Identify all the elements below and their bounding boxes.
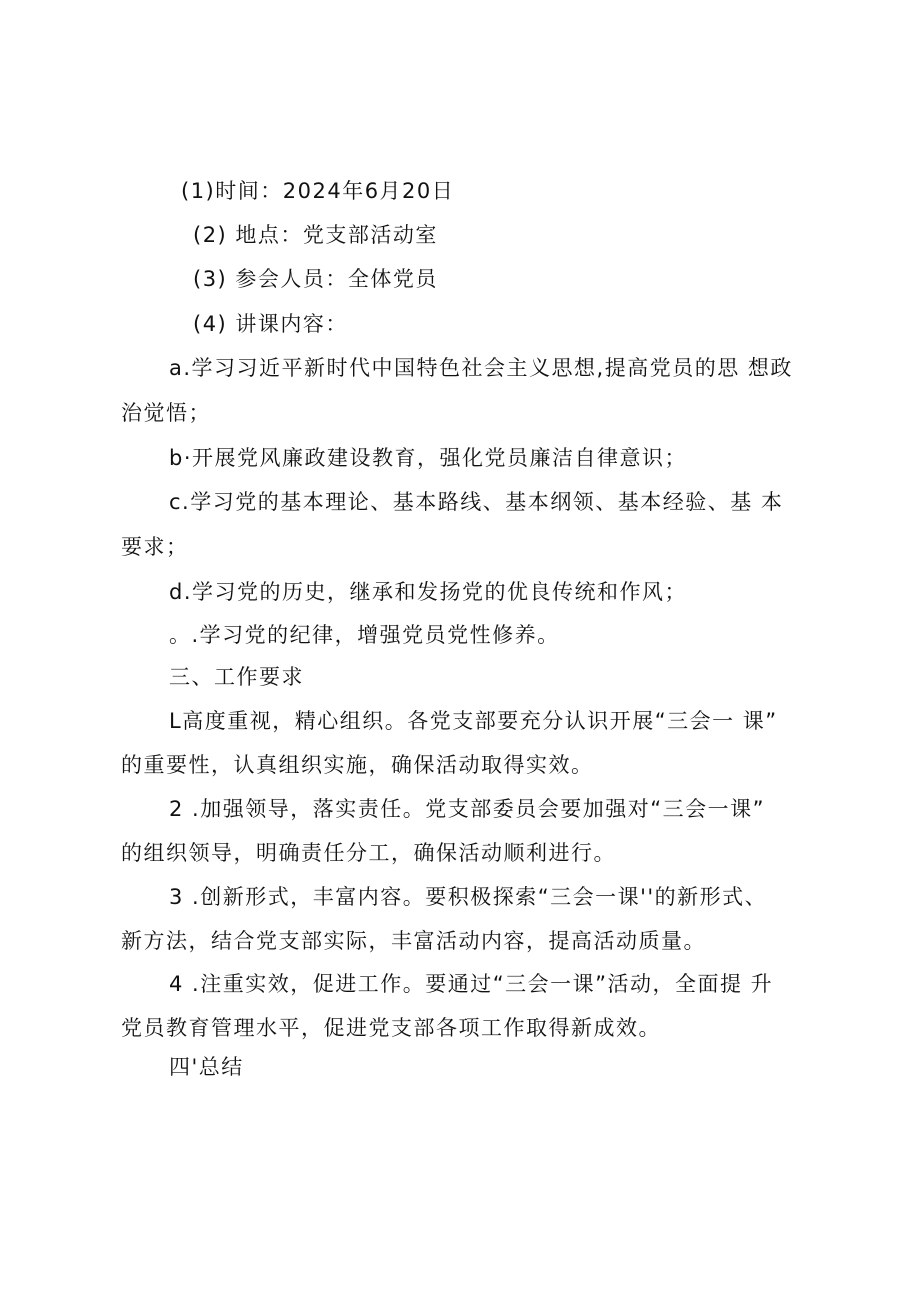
requirement-4: 4 .注重实效，促进工作。要通过“三会一课”活动，全面提 升 [169, 972, 774, 996]
content-item-c-continued: 要求； [121, 535, 189, 559]
content-item-b: b·开展党风廉政建设教育，强化党员廉洁自律意识； [169, 446, 688, 470]
requirement-1-continued: 的重要性，认真组织实施，确保活动取得实效。 [121, 753, 594, 777]
requirement-1: L高度重视，精心组织。各党支部要充分认识开展“三会一 课” [169, 709, 778, 733]
requirement-3-continued: 新方法，结合党支部实际，丰富活动内容，提高活动质量。 [121, 929, 706, 953]
section-heading-work-requirements: 三、工作要求 [169, 665, 304, 689]
section-heading-summary: 四'总结 [169, 1055, 244, 1079]
meeting-attendees-line: (3) 参会人员：全体党员 [193, 267, 438, 291]
requirement-4-continued: 党员教育管理水平，促进党支部各项工作取得新成效。 [121, 1016, 661, 1040]
content-item-a: a.学习习近平新时代中国特色社会主义思想,提高党员的思 想政 [169, 356, 793, 380]
lecture-content-heading: (4) 讲课内容： [193, 312, 348, 336]
requirement-3: 3 .创新形式，丰富内容。要积极探索“三会一课''的新形式、 [169, 885, 768, 909]
content-item-a-continued: 治觉悟； [121, 401, 211, 425]
meeting-location-line: (2) 地点：党支部活动室 [193, 223, 438, 247]
content-item-e: 。.学习党的纪律，增强党员党性修养。 [169, 623, 560, 647]
content-item-c: c.学习党的基本理论、基本路线、基本纲领、基本经验、基 本 [169, 490, 784, 514]
content-item-d: d.学习党的历史，继承和发扬党的优良传统和作风； [169, 580, 688, 604]
meeting-time-line: (1)时间：2024年6月20日 [181, 179, 455, 203]
requirement-2: 2 .加强领导，落实责任。党支部委员会要加强对“三会一课” [169, 797, 765, 821]
requirement-2-continued: 的组织领导，明确责任分工，确保活动顺利进行。 [121, 841, 616, 865]
